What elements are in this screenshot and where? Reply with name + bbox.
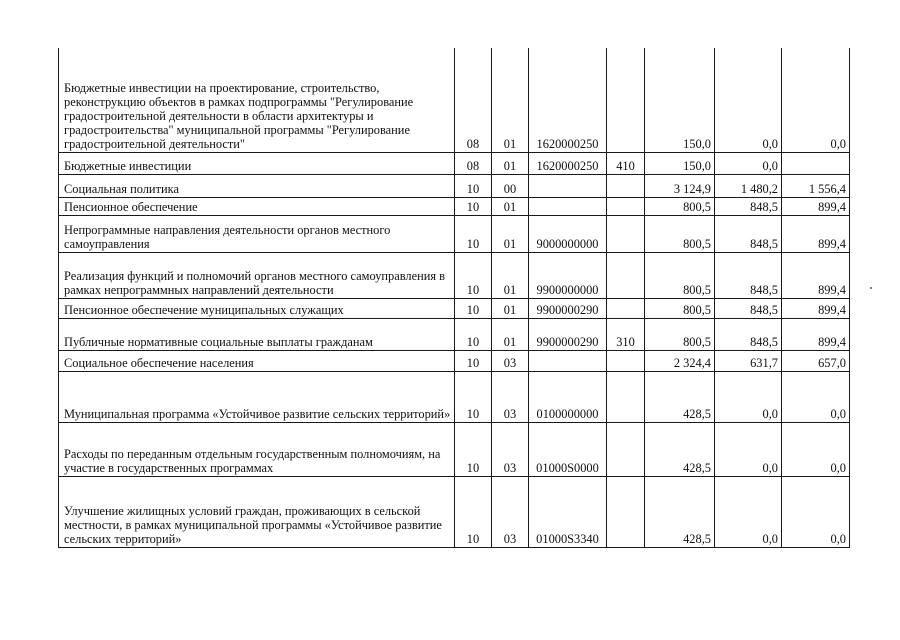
- subsection-code: 01: [492, 152, 529, 174]
- subsection-code: 01: [492, 48, 529, 152]
- amount-year-1: 800,5: [645, 318, 715, 350]
- amount-year-3: 0,0: [782, 371, 850, 422]
- expense-name: Бюджетные инвестиции: [59, 152, 455, 174]
- amount-year-2: 848,5: [715, 215, 782, 252]
- amount-year-1: 800,5: [645, 215, 715, 252]
- amount-year-3: 899,4: [782, 197, 850, 215]
- expense-type-code: 310: [607, 318, 645, 350]
- amount-year-3: 657,0: [782, 350, 850, 371]
- amount-year-1: 2 324,4: [645, 350, 715, 371]
- amount-year-2: 848,5: [715, 318, 782, 350]
- amount-year-3: 0,0: [782, 476, 850, 547]
- expense-type-code: [607, 371, 645, 422]
- amount-year-3: 0,0: [782, 48, 850, 152]
- expense-name: Публичные нормативные социальные выплаты гражданам: [59, 318, 455, 350]
- target-article-code: 01000S3340: [529, 476, 607, 547]
- expense-name: Бюджетные инвестиции на проектирование, строительство, реконструкцию объектов в рамках подпрограммы "Регулирование градостроительной деятельности в области архитектуры и градостроительства" муниципальной программы "Регулирование градостроительной деятельности": [59, 48, 455, 152]
- amount-year-2: 1 480,2: [715, 174, 782, 197]
- table-row: [59, 48, 850, 152]
- expense-name: Расходы по переданным отдельным государственным полномочиям, на участие в государственных программах: [59, 422, 455, 476]
- expense-type-code: [607, 48, 645, 152]
- target-article-code: 01000S0000: [529, 422, 607, 476]
- amount-year-2: 0,0: [715, 371, 782, 422]
- table-row: [59, 318, 850, 350]
- section-code: 10: [455, 174, 492, 197]
- expense-name: Социальная политика: [59, 174, 455, 197]
- section-code: 10: [455, 215, 492, 252]
- expense-type-code: 410: [607, 152, 645, 174]
- section-code: 10: [455, 298, 492, 318]
- subsection-code: 01: [492, 252, 529, 298]
- section-code: 08: [455, 48, 492, 152]
- expense-name: Реализация функций и полномочий органов местного самоуправления в рамках непрограммных направлений деятельности: [59, 252, 455, 298]
- amount-year-2: 848,5: [715, 298, 782, 318]
- table-row: [59, 371, 850, 422]
- table-row: [59, 252, 850, 298]
- expense-name: Улучшение жилищных условий граждан, проживающих в сельской местности, в рамках муниципальной программы «Устойчивое развитие сельских территорий»: [59, 476, 455, 547]
- amount-year-3: 899,4: [782, 298, 850, 318]
- table-row: [59, 298, 850, 318]
- amount-year-3: 899,4: [782, 252, 850, 298]
- amount-year-3: 1 556,4: [782, 174, 850, 197]
- target-article-code: 1620000250: [529, 48, 607, 152]
- amount-year-1: 150,0: [645, 152, 715, 174]
- amount-year-2: 631,7: [715, 350, 782, 371]
- amount-year-1: 428,5: [645, 371, 715, 422]
- table-row: [59, 197, 850, 215]
- amount-year-2: 848,5: [715, 252, 782, 298]
- amount-year-2: 848,5: [715, 197, 782, 215]
- amount-year-3: 0,0: [782, 422, 850, 476]
- section-code: 08: [455, 152, 492, 174]
- amount-year-1: 3 124,9: [645, 174, 715, 197]
- subsection-code: 01: [492, 318, 529, 350]
- amount-year-2: 0,0: [715, 476, 782, 547]
- amount-year-2: 0,0: [715, 422, 782, 476]
- target-article-code: 1620000250: [529, 152, 607, 174]
- section-code: 10: [455, 252, 492, 298]
- target-article-code: [529, 350, 607, 371]
- expense-type-code: [607, 252, 645, 298]
- expense-name: Пенсионное обеспечение: [59, 197, 455, 215]
- table-body: [59, 48, 850, 547]
- subsection-code: 03: [492, 350, 529, 371]
- expense-name: Непрограммные направления деятельности органов местного самоуправления: [59, 215, 455, 252]
- expense-type-code: [607, 298, 645, 318]
- expense-type-code: [607, 350, 645, 371]
- target-article-code: 9900000290: [529, 318, 607, 350]
- amount-year-1: 800,5: [645, 298, 715, 318]
- subsection-code: 01: [492, 298, 529, 318]
- amount-year-2: 0,0: [715, 48, 782, 152]
- subsection-code: 01: [492, 215, 529, 252]
- section-code: 10: [455, 476, 492, 547]
- expense-type-code: [607, 215, 645, 252]
- target-article-code: [529, 174, 607, 197]
- section-code: 10: [455, 318, 492, 350]
- section-code: 10: [455, 371, 492, 422]
- expense-type-code: [607, 197, 645, 215]
- section-code: 10: [455, 350, 492, 371]
- subsection-code: 03: [492, 422, 529, 476]
- amount-year-1: 428,5: [645, 422, 715, 476]
- target-article-code: 9900000000: [529, 252, 607, 298]
- expense-type-code: [607, 174, 645, 197]
- budget-table: [58, 48, 850, 548]
- scan-speck: [870, 287, 872, 289]
- subsection-code: 03: [492, 371, 529, 422]
- target-article-code: [529, 197, 607, 215]
- table-row: [59, 152, 850, 174]
- section-code: 10: [455, 422, 492, 476]
- table-row: [59, 422, 850, 476]
- amount-year-1: 800,5: [645, 252, 715, 298]
- expense-type-code: [607, 476, 645, 547]
- subsection-code: 01: [492, 197, 529, 215]
- amount-year-3: 899,4: [782, 215, 850, 252]
- subsection-code: 03: [492, 476, 529, 547]
- expense-name: Муниципальная программа «Устойчивое развитие сельских территорий»: [59, 371, 455, 422]
- subsection-code: 00: [492, 174, 529, 197]
- amount-year-3: [782, 152, 850, 174]
- amount-year-1: 428,5: [645, 476, 715, 547]
- table-row: [59, 215, 850, 252]
- expense-name: Социальное обеспечение населения: [59, 350, 455, 371]
- amount-year-3: 899,4: [782, 318, 850, 350]
- amount-year-2: 0,0: [715, 152, 782, 174]
- table-row: [59, 476, 850, 547]
- amount-year-1: 150,0: [645, 48, 715, 152]
- expense-type-code: [607, 422, 645, 476]
- target-article-code: 9000000000: [529, 215, 607, 252]
- table-row: [59, 350, 850, 371]
- expense-name: Пенсионное обеспечение муниципальных служащих: [59, 298, 455, 318]
- target-article-code: 9900000290: [529, 298, 607, 318]
- table-row: [59, 174, 850, 197]
- amount-year-1: 800,5: [645, 197, 715, 215]
- section-code: 10: [455, 197, 492, 215]
- target-article-code: 0100000000: [529, 371, 607, 422]
